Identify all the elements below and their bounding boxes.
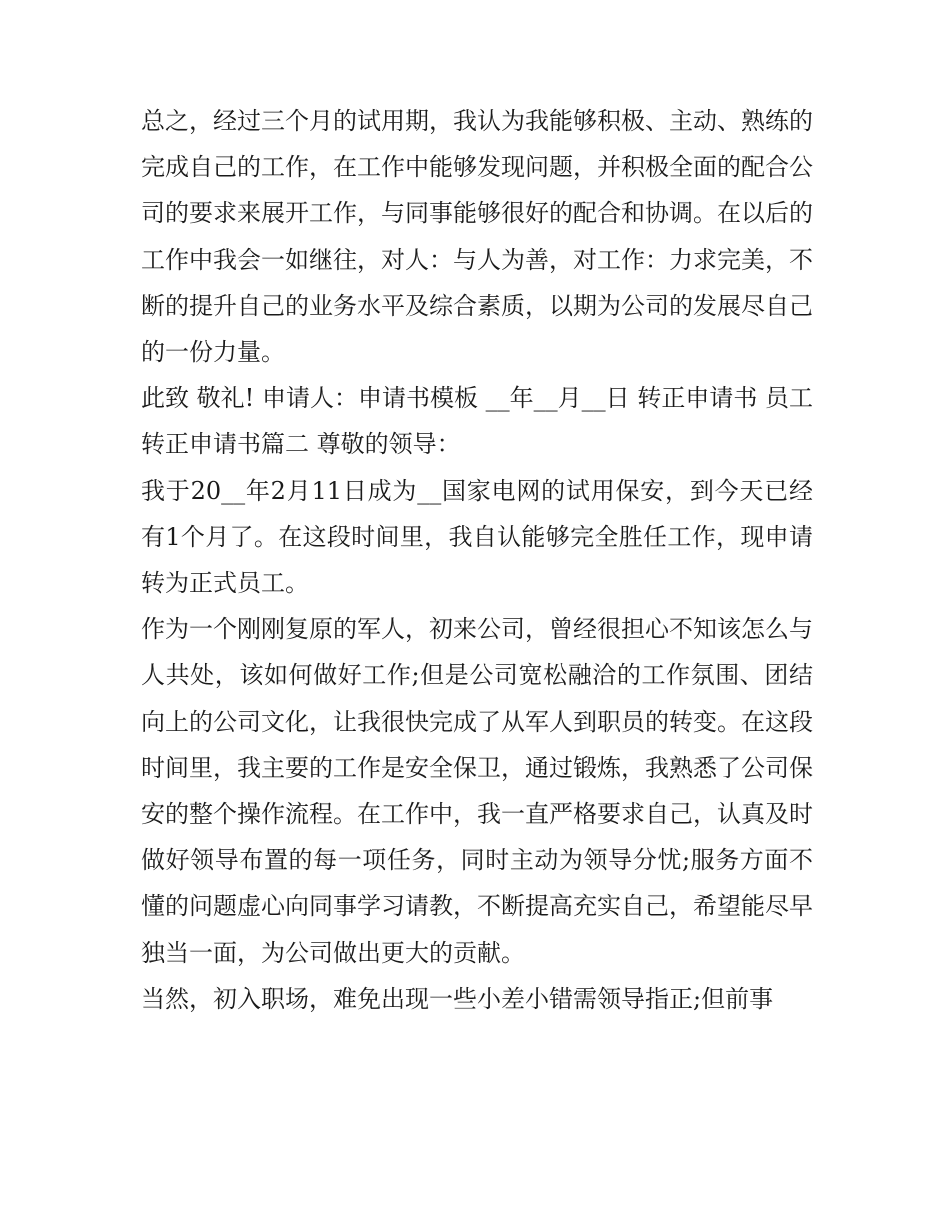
paragraph-closing: 此致 敬礼! 申请人：申请书模板 __年__月__日 转正申请书 员工转正申请书篇二 尊敬的领导： [141, 384, 813, 459]
paragraph-experience: 作为一个刚刚复原的军人，初来公司，曾经很担心不知该怎么与人共处，该如何做好工作;但是公司宽松融洽的工作氛围、团结向上的公司文化，让我很快完成了从军人到职员的转变。在这段时间里，我主要的工作是安全保卫，通过锻炼，我熟悉了公司保安的整个操作流程。在工作中，我一直严格要求自己，认真及时做好领导布置的每一项任务，同时主动为领导分忧;服务方面不懂的问题虚心向同事学习请教，不断提高充实自己，希望能尽早独当一面，为公司做出更大的贡献。 [141, 615, 813, 967]
paragraph-introduction: 我于20__年2月11日成为__国家电网的试用保安，到今天已经有1个月了。在这段时间里，我自认能够完全胜任工作，现申请转为正式员工。 [141, 476, 813, 598]
document-body [141, 98, 813, 1022]
paragraph-summary: 总之，经过三个月的试用期，我认为我能够积极、主动、熟练的完成自己的工作，在工作中能够发现问题，并积极全面的配合公司的要求来展开工作，与同事能够很好的配合和协调。在以后的工作中我会一如继往，对人：与人为善，对工作：力求完美，不断的提升自己的业务水平及综合素质，以期为公司的发展尽自己的一份力量。 [141, 107, 813, 367]
paragraph-continuation: 当然，初入职场，难免出现一些小差小错需领导指正;但前事 [141, 984, 774, 1013]
